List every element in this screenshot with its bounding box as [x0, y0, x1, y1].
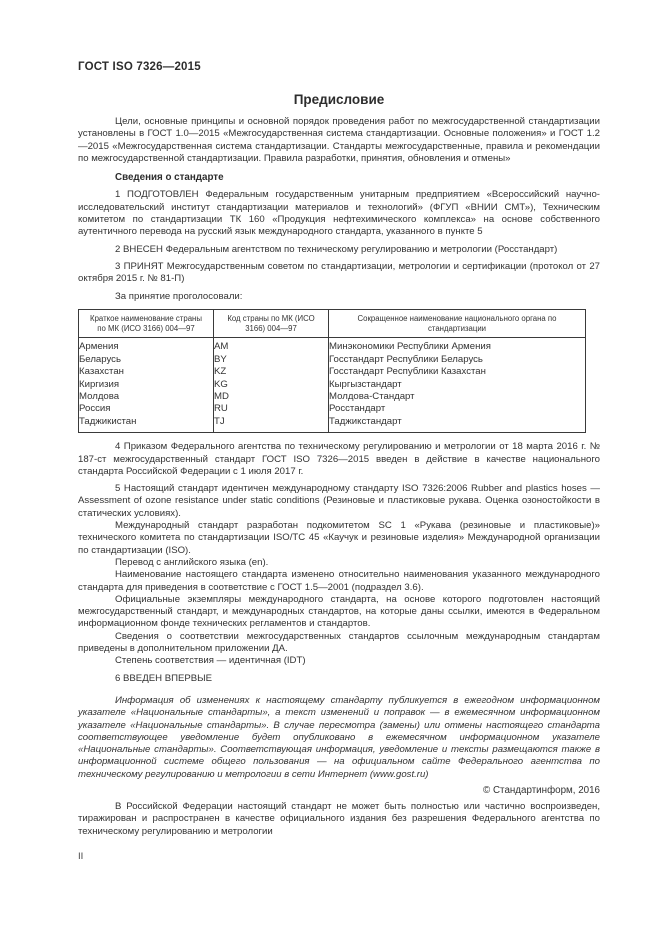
voting-table-header: [79, 309, 586, 338]
column-header-code: Код страны по МК (ИСО 3166) 004—97: [214, 309, 329, 338]
country-cell: Армения: [79, 338, 214, 354]
org-cell: Росстандарт: [329, 403, 586, 415]
about-standard-heading: Сведения о стандарте: [115, 172, 224, 184]
code-cell: KZ: [214, 366, 329, 378]
reproduction-restriction: В Российской Федерации настоящий стандарт не может быть полностью или частично воспроизведен, тиражирован и распространен в качестве официального издания без разрешения Федерального агентства по техническому регулированию и метрологии: [78, 801, 600, 837]
code-cell: RU: [214, 403, 329, 415]
item-1-prepared: 1 ПОДГОТОВЛЕН Федеральным государственным унитарным предприятием «Всероссийский научно-исследовательский институт стандартизации материалов и технологий» (ФГУП «ВНИИ СМТ»), Техническим комитетом по стандартизации ТК 160 «Продукция нефтехимического комплекса» на основе собственного аутентичного перевода на русский язык международного стандарта, указанного в пункте 5: [78, 189, 600, 238]
doc-code: ГОСТ ISO 7326—2015: [78, 61, 201, 73]
item-5-conformity-degree: Степень соответствия — идентичная (IDT): [115, 655, 306, 667]
item-6-first-time: 6 ВВЕДЕН ВПЕРВЫЕ: [115, 672, 213, 684]
org-cell: Госстандарт Республики Казахстан: [329, 366, 586, 378]
country-cell: Молдова: [79, 391, 214, 403]
column-header-country: Краткое наименование страны по МК (ИСО 3166) 004—97: [79, 309, 214, 338]
country-cell: Россия: [79, 403, 214, 415]
item-5-developer: Международный стандарт разработан подкомитетом SC 1 «Рукава (резиновые и пластиковые)» технического комитета по стандартизации ISO/TC 45 «Каучук и резиновые изделия» Международной организации по стандартизации (ISO).: [78, 520, 600, 556]
item-5-name-change: Наименование настоящего стандарта изменено относительно наименования указанного международного стандарта для приведения в соответствие с ГОСТ 1.5—2001 (подраздел 3.6).: [78, 569, 600, 593]
table-row: [79, 338, 586, 354]
item-5-translation: Перевод с английского языка (en).: [115, 556, 269, 568]
country-cell: Киргизия: [79, 379, 214, 391]
table-row: [79, 391, 586, 403]
item-5-identical: 5 Настоящий стандарт идентичен международному стандарту ISO 7326:2006 Rubber and plastics hoses — Assessment of ozone resistance under static conditions (Резиновые и пластиковые рукава. Оценка озоностойкости в статических условиях).: [78, 483, 600, 519]
page-content: [78, 0, 600, 862]
item-5-annex-da: Сведения о соответствии межгосударственных стандартов ссылочным международным стандартам приведены в дополнительном приложении ДА.: [78, 630, 600, 655]
code-cell: AM: [214, 338, 329, 354]
table-row: [79, 403, 586, 415]
column-header-org: Сокращенное наименование национального органа по стандартизации: [329, 309, 586, 338]
code-cell: TJ: [214, 416, 329, 433]
voting-table: [78, 309, 586, 433]
org-cell: Минэкономики Республики Армения: [329, 338, 586, 354]
item-2-submitted: 2 ВНЕСЕН Федеральным агентством по техническому регулированию и метрологии (Росстандарт): [115, 243, 558, 255]
item-4-order: 4 Приказом Федерального агентства по техническому регулированию и метрологии от 18 марта 2016 г. № 187-ст межгосударственный стандарт ГОСТ ISO 7326—2015 введен в действие в качестве национального стандарта Российской Федерации с 1 июля 2017 г.: [78, 441, 600, 477]
org-cell: Кыргызстандарт: [329, 379, 586, 391]
page-number: II: [78, 850, 84, 862]
table-row: [79, 354, 586, 366]
item-3-adopted: 3 ПРИНЯТ Межгосударственным советом по стандартизации, метрологии и сертификации (протокол от 27 октября 2015 г. № 81-П): [78, 260, 600, 285]
table-row: [79, 379, 586, 391]
intro-paragraph: Цели, основные принципы и основной порядок проведения работ по межгосударственной стандартизации установлены в ГОСТ 1.0—2015 «Межгосударственная система стандартизации. Основные положения» и ГОСТ 1.2—2015 «Межгосударственная система стандартизации. Стандарты межгосударственные, правила и рекомендации по межгосударственной стандартизации. Правила разработки, принятия, обновления и отмены»: [78, 116, 600, 164]
code-cell: BY: [214, 354, 329, 366]
country-cell: Таджикистан: [79, 416, 214, 433]
table-row: [79, 416, 586, 433]
copyright-line: © Стандартинформ, 2016: [483, 785, 600, 797]
item-5-official-copies: Официальные экземпляры международного стандарта, на основе которого подготовлен настоящий межгосударственный стандарт, и международных стандартов, на которые даны ссылки, имеются в Федеральном информационном фонде технических регламентов и стандартов.: [78, 593, 600, 630]
amendments-note: Информация об изменениях к настоящему стандарту публикуется в ежегодном информационном указателе «Национальные стандарты», а текст изменений и поправок — в ежемесячном информационном указателе «Национальные стандарты». В случае пересмотра (замены) или отмены настоящего стандарта соответствующее уведомление будет опубликовано в ежемесячном информационном указателе «Национальные стандарты». Соответствующая информация, уведомление и тексты размещаются также в информационной системе общего пользования — на официальном сайте Федерального агентства по техническому регулированию и метрологии в сети Интернет (www.gost.ru): [78, 694, 600, 780]
org-cell: Таджикстандарт: [329, 416, 586, 433]
page-title: Предисловие: [293, 92, 385, 107]
country-cell: Казахстан: [79, 366, 214, 378]
org-cell: Молдова-Стандарт: [329, 391, 586, 403]
table-row: [79, 366, 586, 378]
country-cell: Беларусь: [79, 354, 214, 366]
code-cell: MD: [214, 391, 329, 403]
org-cell: Госстандарт Республики Беларусь: [329, 354, 586, 366]
vote-line: За принятие проголосовали:: [115, 290, 243, 302]
code-cell: KG: [214, 379, 329, 391]
